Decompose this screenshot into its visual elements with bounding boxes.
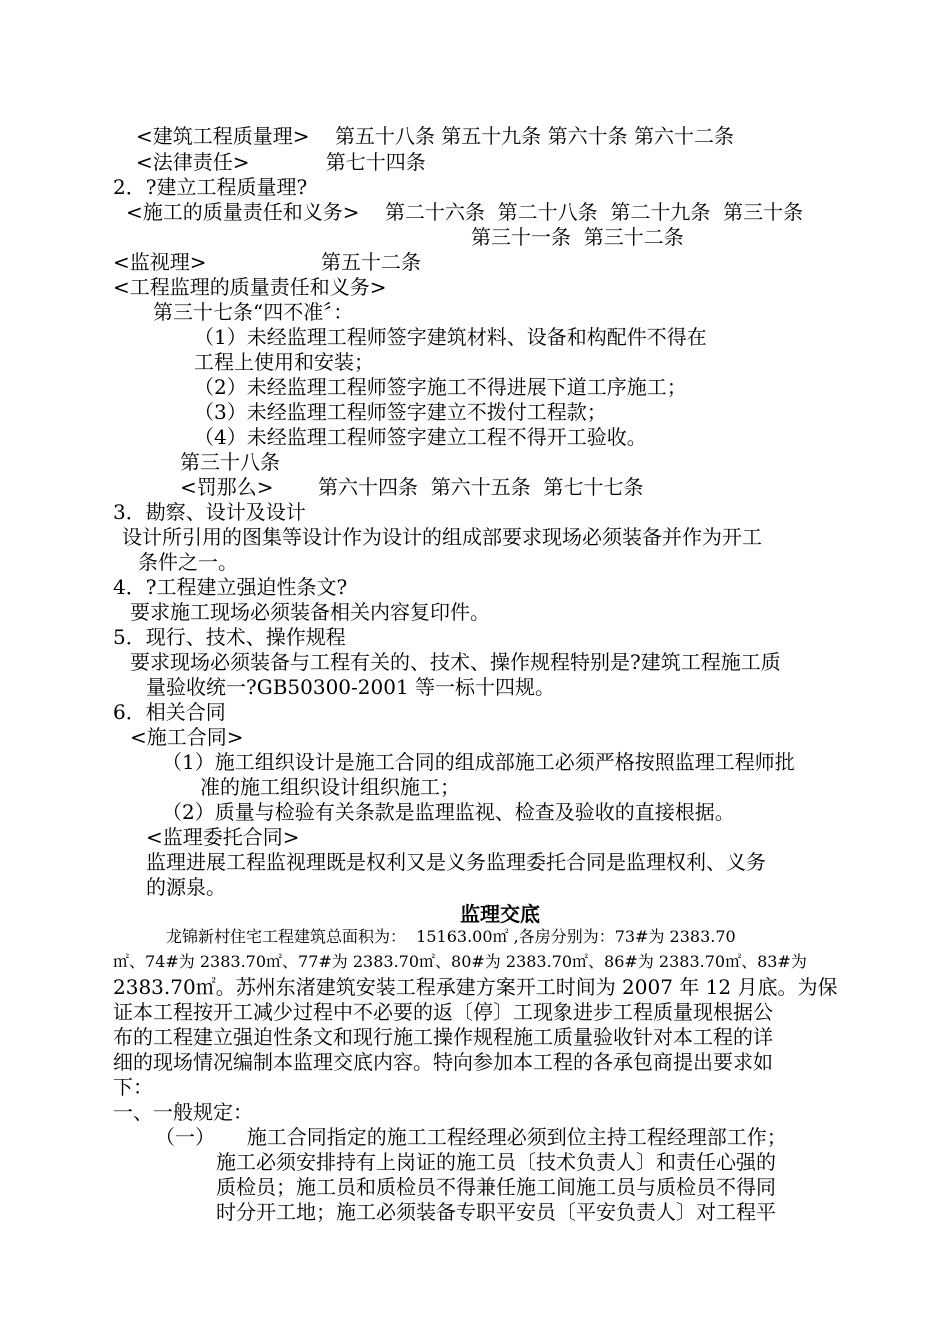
- text-line: 龙锦新村住宅工程建筑总面积为： 15163.00㎡ ,各房分别为：73#为 2383.70: [166, 927, 736, 946]
- section-title: 监理交底: [460, 902, 540, 926]
- text-line: 准的施工组织设计组织施工；: [200, 775, 460, 799]
- text-line: 布的工程建立强迫性条文和现行施工操作规程施工质量验收针对本工程的详: [113, 1025, 773, 1049]
- text-line: <工程监理的质量责任和义务>: [113, 275, 387, 299]
- text-line: 量验收统一?GB50300-2001 等一标十四规。: [146, 675, 556, 699]
- text-line: 的源泉。: [146, 875, 226, 899]
- text-line: 2．?建立工程质量理?: [113, 175, 308, 199]
- text-line: 第三十七条“四不准〞：: [153, 300, 354, 324]
- text-line: 下：: [113, 1075, 153, 1099]
- text-line: 第三十八条: [180, 450, 280, 474]
- text-line: 要求现场必须装备与工程有关的、技术、操作规程特别是?建筑工程施工质: [130, 650, 781, 674]
- text-line: 细的现场情况编制本监理交底内容。特向参加本工程的各承包商提出要求如: [113, 1050, 773, 1074]
- text-line: <罚那么> 第六十四条 第六十五条 第七十七条: [180, 475, 644, 499]
- text-line: 施工必须安排持有上岗证的施工员〔技术负责人〕和责任心强的: [216, 1150, 776, 1174]
- text-line: 工程上使用和安装；: [194, 350, 374, 374]
- text-line: （2）质量与检验有关条款是监理监视、检查及验收的直接根据。: [162, 800, 735, 824]
- text-line: <施工的质量责任和义务> 第二十六条 第二十八条 第二十九条 第三十条: [126, 200, 804, 224]
- text-line: 4．?工程建立强迫性条文?: [113, 575, 348, 599]
- text-line: <监理委托合同>: [146, 825, 300, 849]
- text-line: <监视理> 第五十二条: [113, 250, 421, 274]
- text-line: 一、一般规定：: [113, 1100, 253, 1124]
- text-line: 监理进展工程监视理既是权利又是义务监理委托合同是监理权利、义务: [146, 850, 766, 874]
- text-line: 2383.70㎡。苏州东渚建筑安装工程承建方案开工时间为 2007 年 12 月底。为保: [113, 975, 838, 999]
- text-line: 5．现行、技术、操作规程: [113, 625, 346, 649]
- text-line: 3．勘察、设计及设计: [113, 500, 306, 524]
- text-line: （一） 施工合同指定的施工工程经理必须到位主持工程经理部工作；: [155, 1125, 787, 1149]
- text-line: 条件之一。: [138, 550, 238, 574]
- text-line: 要求施工现场必须装备相关内容复印件。: [130, 600, 490, 624]
- text-line: ㎡、74#为 2383.70㎡、77#为 2383.70㎡、80#为 2383.70㎡、86#为 2383.70㎡、83#为: [113, 952, 807, 971]
- text-line: <施工合同>: [130, 725, 244, 749]
- text-line: （2）未经监理工程师签字施工不得进展下道工序施工；: [194, 375, 687, 399]
- text-line: （1）未经监理工程师签字建筑材料、设备和构配件不得在: [194, 325, 707, 349]
- text-line: （1）施工组织设计是施工合同的组成部施工必须严格按照监理工程师批: [162, 750, 795, 774]
- text-line: <建筑工程质量理> 第五十八条 第五十九条 第六十条 第六十二条: [136, 124, 735, 148]
- text-line: 质检员；施工员和质检员不得兼任施工间施工员与质检员不得同: [216, 1175, 776, 1199]
- text-line: 6．相关合同: [113, 700, 226, 724]
- text-line: （4）未经监理工程师签字建立工程不得开工验收。: [194, 425, 647, 449]
- text-line: （3）未经监理工程师签字建立不拨付工程款；: [194, 400, 607, 424]
- text-line: <法律责任> 第七十四条: [136, 150, 426, 174]
- text-line: 时分开工地；施工必须装备专职平安员〔平安负责人〕对工程平: [216, 1200, 776, 1224]
- text-line: 证本工程按开工减少过程中不必要的返〔停〕工现象进步工程质量现根据公: [113, 1000, 773, 1024]
- text-line: 设计所引用的图集等设计作为设计的组成部要求现场必须装备并作为开工: [122, 525, 762, 549]
- text-line: 第三十一条 第三十二条: [471, 225, 684, 249]
